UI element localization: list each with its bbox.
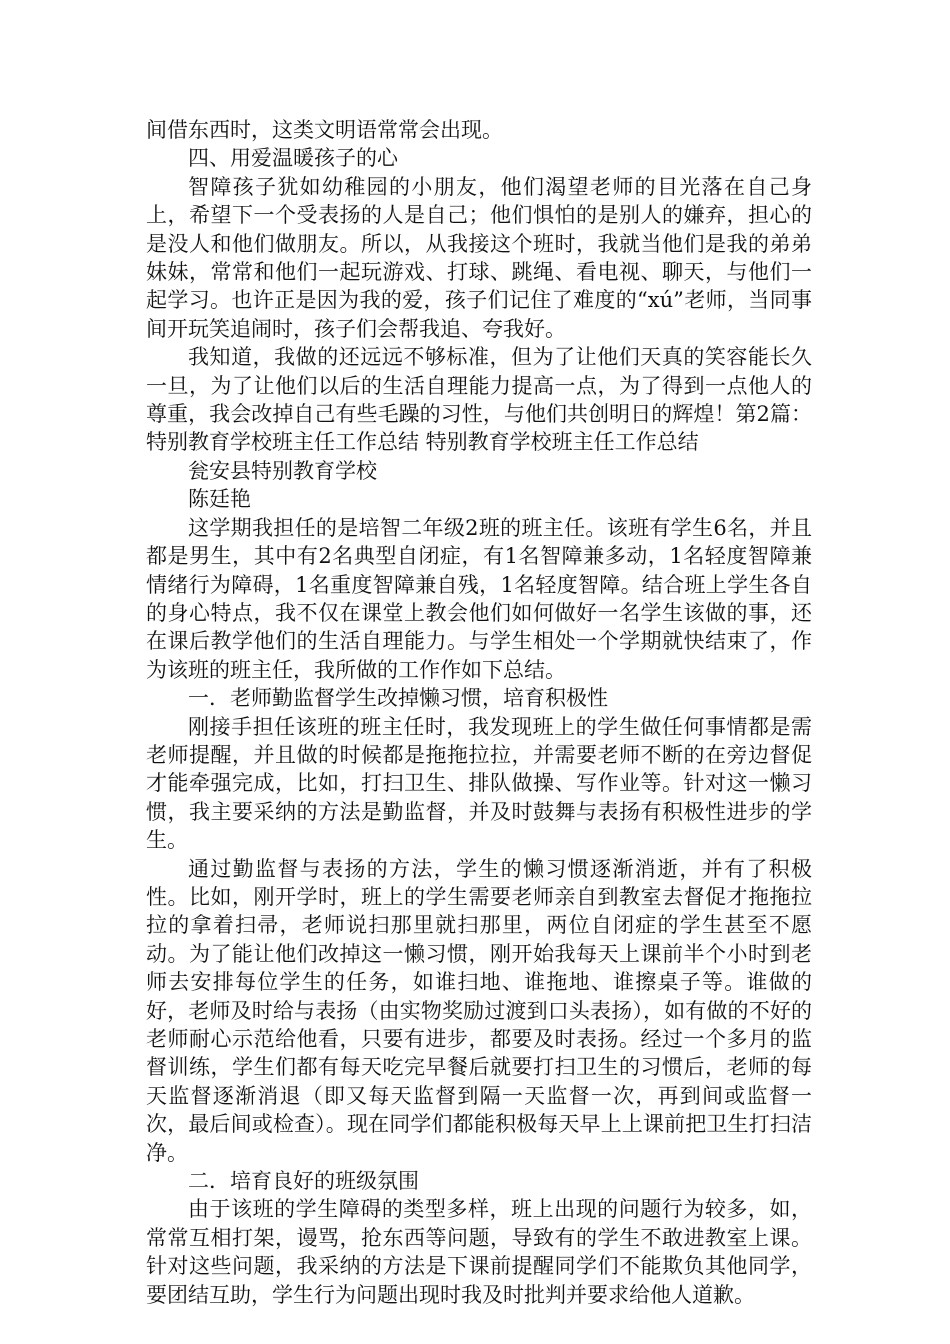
paragraph-love: 智障孩子犹如幼稚园的小朋友，他们渴望老师的目光落在自己身上，希望下一个受表扬的人是自己；他们惧怕的是别人的嫌弃，担心的是没人和他们做朋友。所以，从我接这个班时，我就当他们是我的弟弟妹妹，常常和他们一起玩游戏、打球、跳绳、看电视、聊天，与他们一起学习。也许正是因为我的爱，孩子们记住了难度的“xú”老师，当同事间开玩笑追闹时，孩子们会帮我追、夸我好。 bbox=[146, 174, 812, 341]
paragraph-lazy-habit: 刚接手担任该班的班主任时，我发现班上的学生做任何事情都是需老师提醒，并且做的时候都是拖拖拉拉，并需要老师不断的在旁边督促才能牵强完成，比如，打扫卫生、排队做操、写作业等。针对这一懒习惯，我主要采纳的方法是勤监督，并及时鼓舞与表扬有积极性进步的学生。 bbox=[146, 714, 812, 853]
document-page bbox=[146, 116, 812, 1309]
paragraph-class-atmosphere: 由于该班的学生障碍的类型多样，班上出现的问题行为较多，如，常常互相打架，谩骂，抢东西等问题，导致有的学生不敢进教室上课。针对这些问题，我采纳的方法是下课前提醒同学们不能欺负其他同学，要团结互助，学生行为问题出现时我及时批判并要求给他人道歉。 bbox=[146, 1197, 812, 1307]
section-heading-4: 四、用爱温暖孩子的心 bbox=[188, 146, 398, 171]
paragraph-conclusion: 我知道，我做的还远远不够标准，但为了让他们天真的笑容能长久一旦，为了让他们以后的生活自理能力提高一点，为了得到一点他人的尊重，我会改掉自己有些毛躁的习性，与他们共创明日的辉煌！第2篇：特别教育学校班主任工作总结 特别教育学校班主任工作总结 bbox=[146, 345, 812, 455]
author-name: 陈廷艳 bbox=[188, 487, 251, 512]
paragraph-supervision: 通过勤监督与表扬的方法，学生的懒习惯逐渐消逝，并有了积极性。比如，刚开学时，班上的学生需要老师亲自到教室去督促才拖拖拉拉的拿着扫帚，老师说扫那里就扫那里，两位自闭症的学生甚至不愿动。为了能让他们改掉这一懒习惯，刚开始我每天上课前半个小时到老师去安排每位学生的任务，如谁扫地、谁拖地、谁擦桌子等。谁做的好，老师及时给与表扬（由实物奖励过渡到口头表扬），如有做的不好的老师耐心示范给他看，只要有进步，都要及时表扬。经过一个多月的监督训练，学生们都有每天吃完早餐后就要打扫卫生的习惯后，老师的每天监督逐渐消退（即又每天监督到隔一天监督一次，再到间或监督一次，最后间或检查）。现在同学们都能积极每天早上上课前把卫生打扫洁净。 bbox=[146, 856, 812, 1165]
paragraph-intro: 这学期我担任的是培智二年级2班的班主任。该班有学生6名，并且都是男生，其中有2名典型自闭症，有1名智障兼多动，1名轻度智障兼情绪行为障碍，1名重度智障兼自残，1名轻度智障。结合班上学生各自的身心特点，我不仅在课堂上教会他们如何做好一名学生该做的事，还在课后教学他们的生活自理能力。与学生相处一个学期就快结束了，作为该班的班主任，我所做的工作作如下总结。 bbox=[146, 515, 812, 682]
paragraph-continuation: 间借东西时，这类文明语常常会出现。 bbox=[146, 118, 503, 142]
section-heading-1: 一．老师勤监督学生改掉懒习惯，培育积极性 bbox=[188, 686, 608, 711]
school-name: 瓮安县特别教育学校 bbox=[188, 458, 377, 483]
section-heading-2: 二．培育良好的班级氛围 bbox=[188, 1169, 419, 1194]
